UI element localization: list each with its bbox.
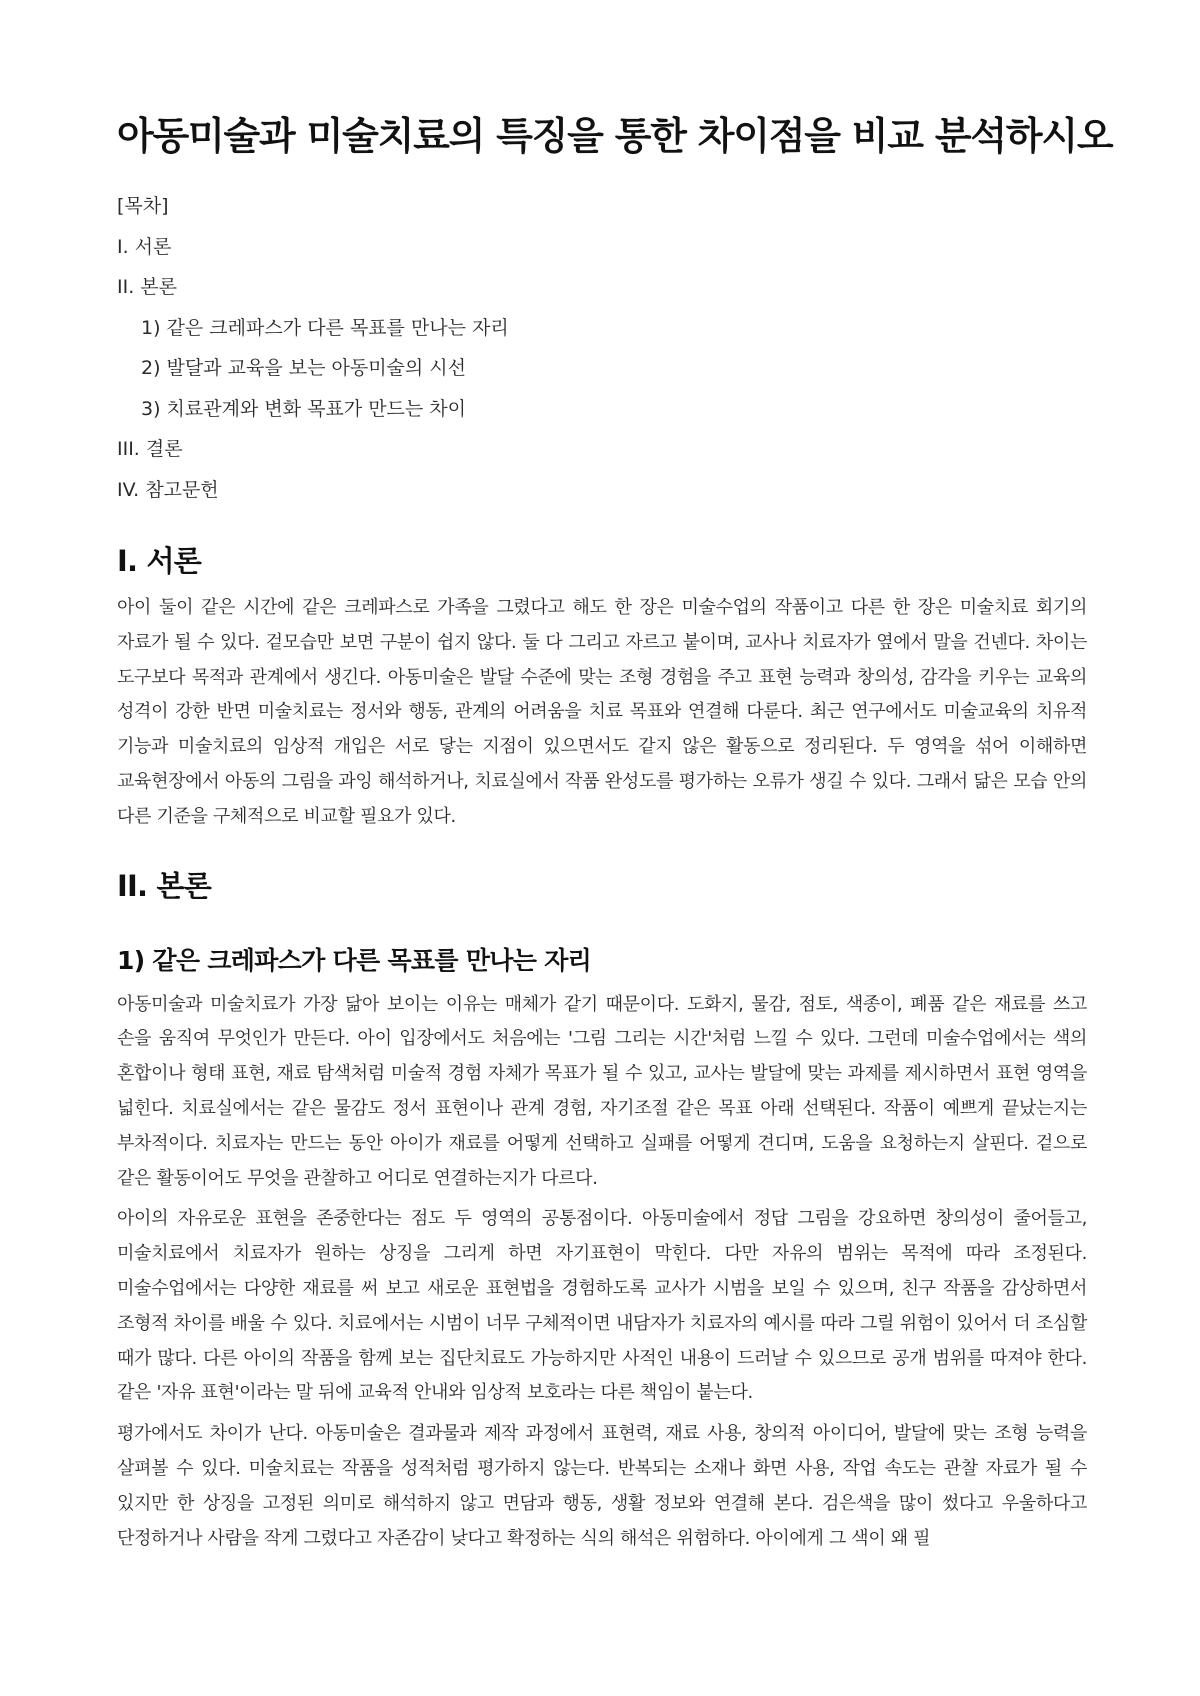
section-heading-introduction: I. 서론 bbox=[117, 544, 201, 578]
body-section bbox=[117, 862, 1087, 1557]
toc-item-references: IV. 참고문헌 bbox=[117, 478, 219, 501]
toc-subitem-1: 1) 같은 크레파스가 다른 목표를 만나는 자리 bbox=[141, 316, 509, 339]
document-content bbox=[117, 104, 1113, 1556]
body-paragraph-2: 아이의 자유로운 표현을 존중한다는 점도 두 영역의 공통점이다. 아동미술에서 정답 그림을 강요하면 창의성이 줄어들고, 미술치료에서 치료자가 원하는 상징을 그리게 하면 자기표현이 막힌다. 다만 자유의 범위는 목적에 따라 조정된다. 미술수업에서는 다양한 재료를 써 보고 새로운 표현법을 경험하도록 교사가 시범을 보일 수 있으며, 친구 작품을 감상하면서 조형적 차이를 배울 수 있다. 치료에서는 시범이 너무 구체적이면 내담자가 치료자의 예시를 따라 그릴 위험이 있어서 더 조심할 때가 많다. 다른 아이의 작품을 함께 보는 집단치료도 가능하지만 사적인 내용이 드러날 수 있으므로 공개 범위를 따져야 한다. 같은 '자유 표현'이라는 말 뒤에 교육적 안내와 임상적 보호라는 다른 책임이 붙는다. bbox=[117, 1208, 1087, 1404]
toc-subitem-2: 2) 발달과 교육을 보는 아동미술의 시선 bbox=[141, 357, 467, 379]
document-title: 아동미술과 미술치료의 특징을 통한 차이점을 비교 분석하시오 bbox=[117, 114, 1113, 158]
toc-item-introduction: I. 서론 bbox=[117, 235, 172, 258]
table-of-contents bbox=[117, 186, 1087, 510]
toc-item-conclusion: III. 결론 bbox=[117, 438, 183, 460]
introduction-paragraph: 아이 둘이 같은 시간에 같은 크레파스로 가족을 그렸다고 해도 한 장은 미술수업의 작품이고 다른 한 장은 미술치료 회기의 자료가 될 수 있다. 겉모습만 보면 구분이 쉽지 않다. 둘 다 그리고 자르고 붙이며, 교사나 치료자가 옆에서 말을 건넨다. 차이는 도구보다 목적과 관계에서 생긴다. 아동미술은 발달 수준에 맞는 조형 경험을 주고 표현 능력과 창의성, 감각을 키우는 교육의 성격이 강한 반면 미술치료는 정서와 행동, 관계의 어려움을 치료 목표와 연결해 다룬다. 최근 연구에서도 미술교육의 치유적 기능과 미술치료의 임상적 개입은 서로 닿는 지점이 있으면서도 같지 않은 활동으로 정리된다. 두 영역을 섞어 이해하면 교육현장에서 아동의 그림을 과잉 해석하거나, 치료실에서 작품 완성도를 평가하는 오류가 생길 수 있다. 그래서 닮은 모습 안의 다른 기준을 구체적으로 비교할 필요가 있다. bbox=[117, 597, 1087, 827]
body-paragraph-3: 평가에서도 차이가 난다. 아동미술은 결과물과 제작 과정에서 표현력, 재료 사용, 창의적 아이디어, 발달에 맞는 조형 능력을 살펴볼 수 있다. 미술치료는 작품을 성적처럼 평가하지 않는다. 반복되는 소재나 화면 사용, 작업 속도는 관찰 자료가 될 수 있지만 한 상징을 고정된 의미로 해석하지 않고 면담과 행동, 생활 정보와 연결해 본다. 검은색을 많이 썼다고 우울하다고 단정하거나 사람을 작게 그렸다고 자존감이 낮다고 확정하는 식의 해석은 위험하다. 아이에게 그 색이 왜 필 bbox=[117, 1423, 1087, 1549]
toc-subitem-3: 3) 치료관계와 변화 목표가 만드는 차이 bbox=[141, 397, 467, 420]
body-paragraph-1: 아동미술과 미술치료가 가장 닮아 보이는 이유는 매체가 같기 때문이다. 도화지, 물감, 점토, 색종이, 폐품 같은 재료를 쓰고 손을 움직여 무엇인가 만든다. 아이 입장에서도 처음에는 '그림 그리는 시간'처럼 느낄 수 있다. 그런데 미술수업에서는 색의 혼합이나 형태 표현, 재료 탐색처럼 미술적 경험 자체가 목표가 될 수 있고, 교사는 발달에 맞는 과제를 제시하면서 표현 영역을 넓힌다. 치료실에서는 같은 물감도 정서 표현이나 관계 경험, 자기조절 같은 목표 아래 선택된다. 작품이 예쁘게 끝났는지는 부차적이다. 치료자는 만드는 동안 아이가 재료를 어떻게 선택하고 실패를 어떻게 견디며, 도움을 요청하는지 살핀다. 겉으로 같은 활동이어도 무엇을 관찰하고 어디로 연결하는지가 다르다. bbox=[117, 993, 1087, 1189]
subsection-heading-1: 1) 같은 크레파스가 다른 목표를 만나는 자리 bbox=[117, 945, 592, 975]
introduction-section bbox=[117, 537, 1087, 835]
section-heading-body: II. 본론 bbox=[117, 868, 211, 903]
toc-heading: [목차] bbox=[117, 195, 169, 217]
toc-item-body: II. 본론 bbox=[117, 276, 177, 298]
